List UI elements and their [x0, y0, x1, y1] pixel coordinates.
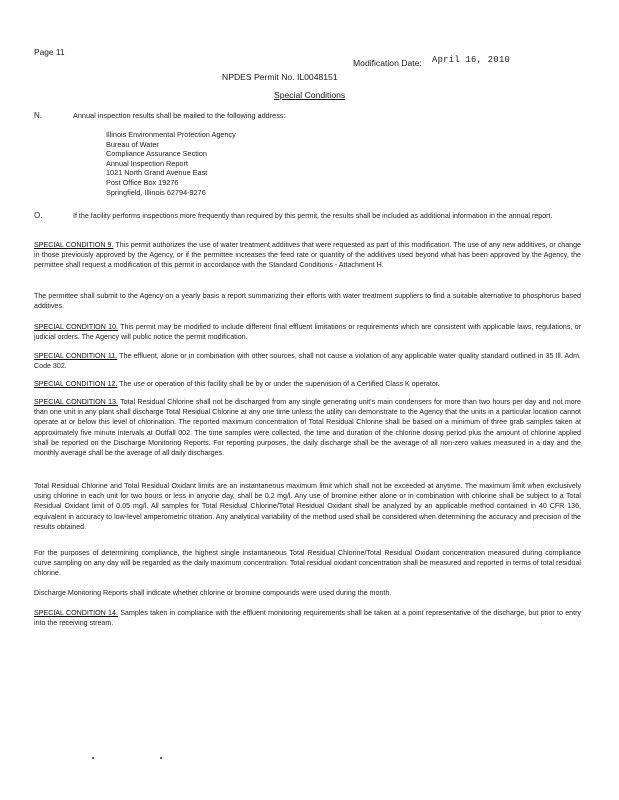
- condition-body: This permit authorizes the use of water treatment additives that were requested as part of this modification. The use of any new additives, or change in those previously approved by the Agency, or if the permittee increases the feed rate or quantity of the additives used beyond what has been approved by the Agency, the permittee shall request a modification of this permit in accordance with the Standard Conditions - Attachment H.: [34, 241, 581, 270]
- address-line: 1021 North Grand Avenue East: [106, 168, 208, 178]
- condition-body: Total Residual Chlorine shall not be discharged from any single generating unit's main condensers for more than two hours per day and not more than one unit in any plant shall discharge Total Residual Chlorine at any one time unless the utility can demonstrate to the Agency that the units in a particular location cannot operate at or below this level of chlorination. The reported maximum concentration of Total Residual Chlorine shall be based on a minimum of three grab samples taken at approximately five minute intervals at Outfall 002. The time samples were collected, the time and duration of the chlorine dosing period plus the amount of chlorine applied shall be reported on the Discharge Monitoring Reports. For reporting purposes, the daily discharge shall be the average of all non-zero values measured in a day and the monthly average shall be the average of all daily discharges.: [34, 398, 582, 458]
- condition-heading: SPECIAL CONDITION 11.: [34, 352, 118, 360]
- special-condition-13: [34, 397, 581, 458]
- item-n-text: Annual inspection results shall be mailed to the following address:: [73, 111, 286, 120]
- modification-date: April 16, 2010: [432, 55, 511, 65]
- address-line: Post Office Box 19276: [106, 177, 179, 187]
- dmr-paragraph: [34, 588, 581, 598]
- supplier-report-paragraph: [34, 291, 581, 311]
- special-condition-11: [34, 351, 581, 371]
- condition-body: The use or operation of this facility shall be by or under the supervision of a Certified Class K operator.: [117, 380, 440, 388]
- condition-heading: SPECIAL CONDITION 10.: [34, 323, 118, 331]
- item-o-marker: O.: [34, 211, 43, 220]
- condition-heading: SPECIAL CONDITION 14.: [34, 609, 118, 617]
- page-label: Page 11: [34, 47, 65, 57]
- address-line: Springfield, Illinois 62794-9276: [106, 187, 206, 197]
- condition-heading: SPECIAL CONDITION 13.: [34, 398, 118, 406]
- modification-label: Modification Date:: [353, 58, 422, 68]
- condition-body: The permittee shall submit to the Agency on a yearly basis a report summarizing their efforts with water treatment suppliers to find a suitable alternative to phosphorus based additives.: [34, 292, 581, 311]
- address-line: Compliance Assurance Section: [106, 149, 207, 159]
- permit-number: NPDES Permit No. IL0048151: [222, 72, 338, 82]
- condition-body: Total Residual Chlorine and Total Residual Oxidant limits are an instantaneous maximum limit which shall not be exceeded at anytime. The maximum limit when exclusively using chlorine in each unit for two hours or less in anyone day, shall be 0.2 mg/l. Any use of bromine either alone or in combination with chlorine shall be subject to a Total Residual Oxidant limit of 0.05 mg/l. All samples for Total Residual Chlorine/Total Residual Oxidant shall be analyzed by an applicable method contained in 40 CFR 136, equivalent in accuracy to low-level amperometric titration. Any analytical variability of the method used shall be considered when determining the accuracy and precision of the results obtained.: [34, 482, 581, 531]
- chlorine-limits-paragraph: [34, 481, 581, 532]
- condition-body: The effluent, alone or in combination with other sources, shall not cause a violation of any applicable water quality standard outlined in 35 Ill. Adm. Code 302.: [34, 352, 581, 371]
- section-title: Special Conditions: [274, 90, 346, 100]
- mailing-address: [106, 130, 236, 197]
- special-condition-14: [34, 608, 581, 628]
- compliance-paragraph: [34, 548, 581, 579]
- item-n-marker: N.: [34, 111, 42, 120]
- item-o-text: If the facility performs inspections more frequently than required by this permit, the results shall be included as additional information in the annual report.: [73, 212, 553, 220]
- address-line: Illinois Environmental Protection Agency: [106, 130, 236, 139]
- condition-body: This permit may be modified to include different final effluent limitations or requirements which are consistent with applicable laws, regulations, or judicial orders. The Agency will public notice the permit modification.: [34, 323, 581, 342]
- scan-speck: [92, 757, 94, 759]
- condition-heading: SPECIAL CONDITION 12.: [34, 380, 118, 388]
- address-line: Annual Inspection Report: [106, 158, 188, 168]
- condition-body: Discharge Monitoring Reports shall indicate whether chlorine or bromine compounds were used during the month.: [34, 589, 392, 597]
- scan-speck: [160, 757, 162, 759]
- condition-body: For the purposes of determining compliance, the highest single instantaneous Total Residual Chlorine/Total Residual Oxidant concentration measured during compliance curve sampling on any day will be regarded as the daily maximum concentration. Total residual oxidant concentration shall be measured and reported in terms of total residual chlorine.: [34, 549, 581, 578]
- special-condition-12: [34, 379, 581, 389]
- address-line: Bureau of Water: [106, 139, 159, 149]
- special-condition-10: [34, 322, 581, 342]
- special-condition-9: [34, 240, 581, 271]
- condition-body: Samples taken in compliance with the effluent monitoring requirements shall be taken at a point representative of the discharge, but prior to entry into the receiving stream.: [34, 609, 581, 628]
- condition-heading: SPECIAL CONDITION 9.: [34, 241, 114, 249]
